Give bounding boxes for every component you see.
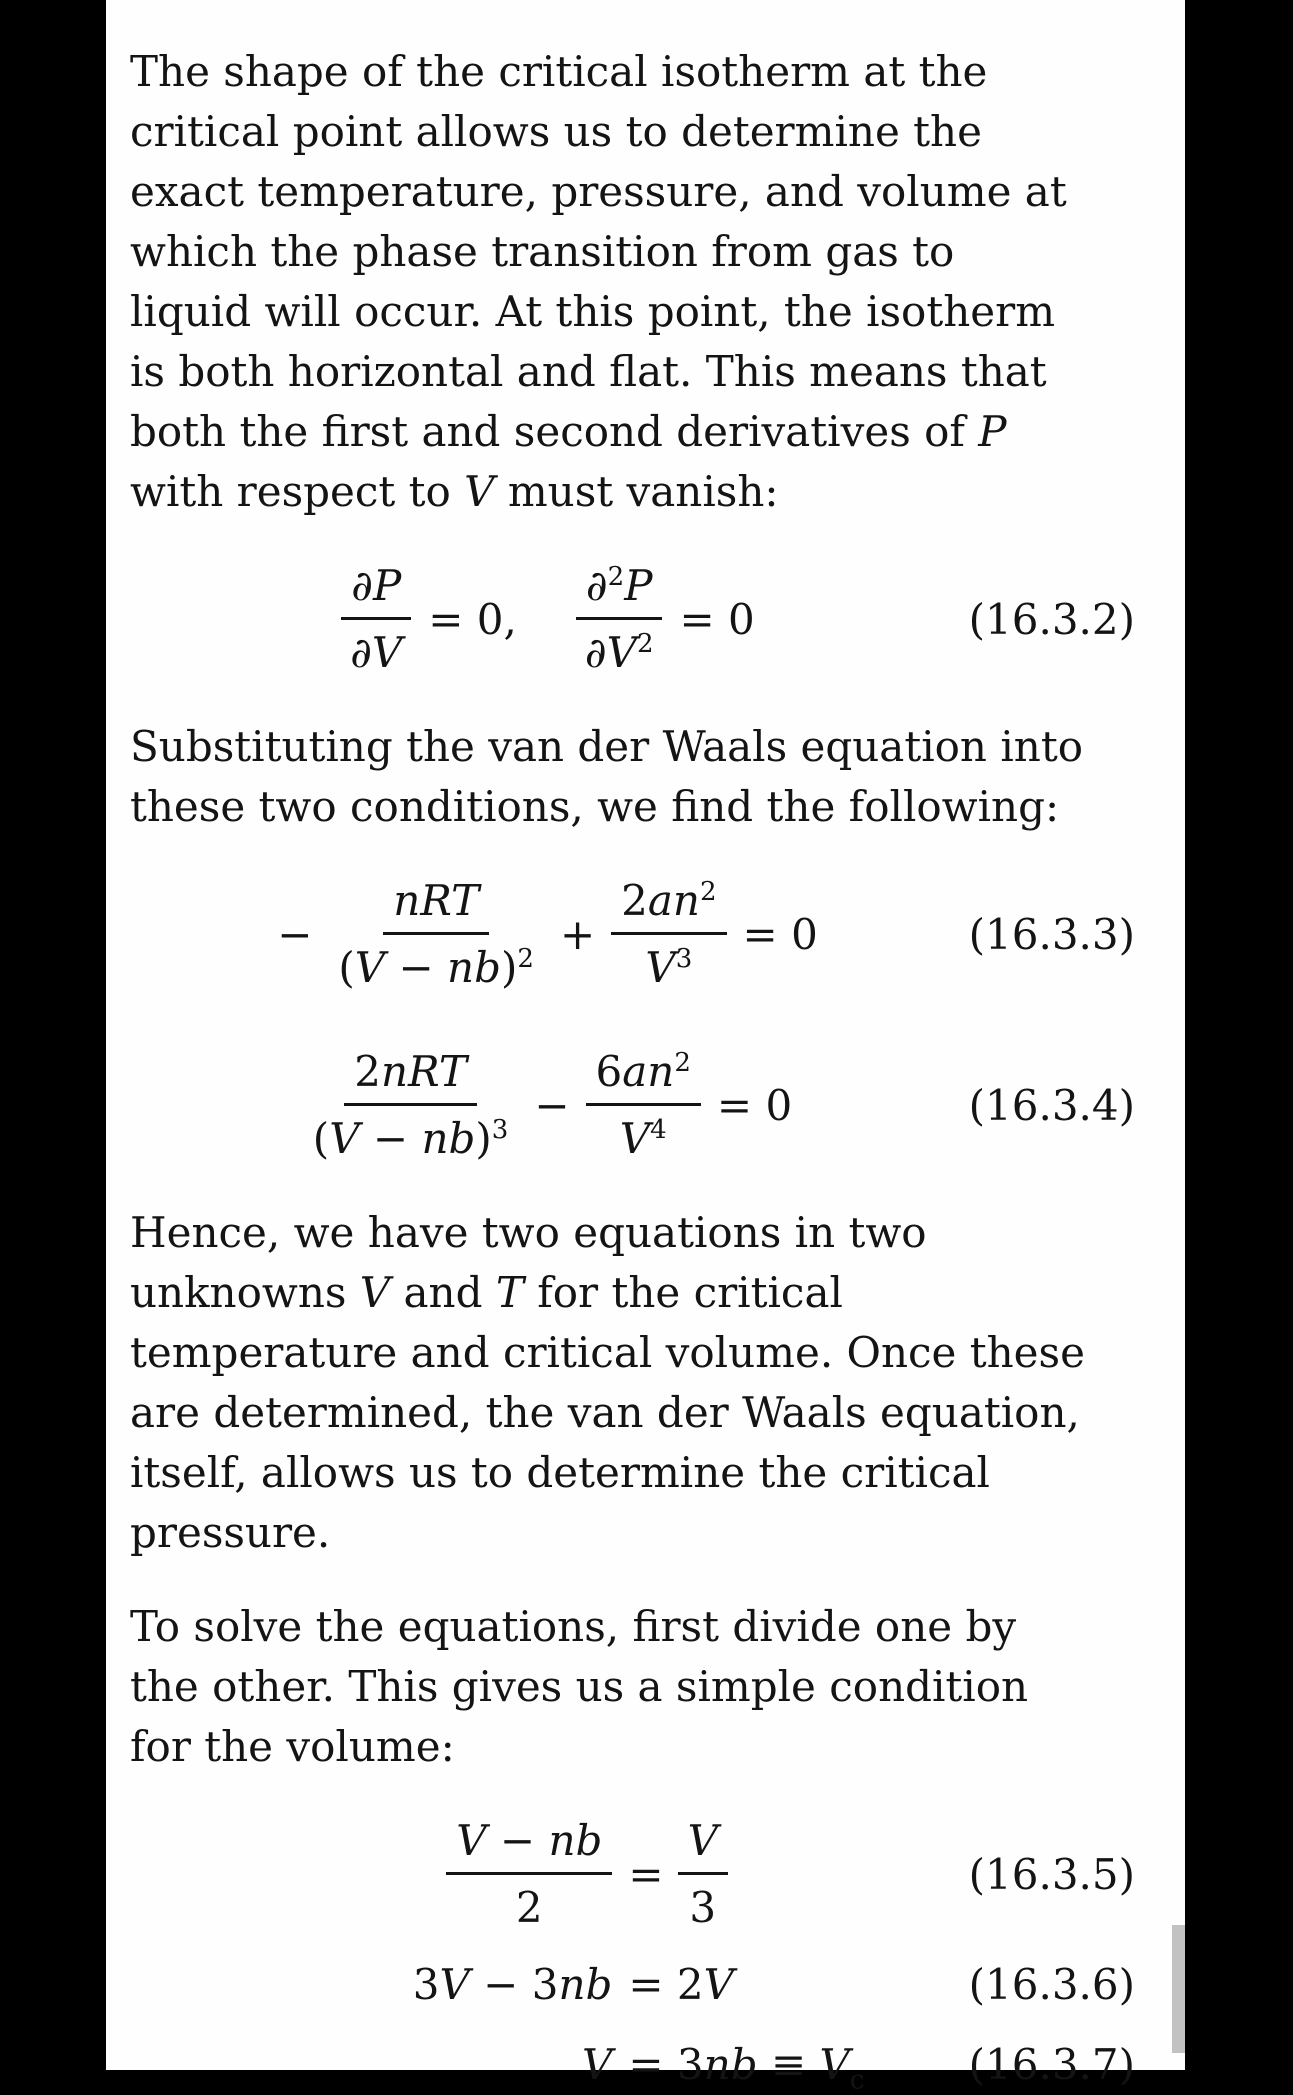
fraction: $\frac{\text{2nRT}}{(V - nb)^3}$ [312,1047,509,1163]
math-text: 3V − 3nb [412,1960,613,2009]
text-line: exact temperature, pressure, and volume at [130,167,1067,216]
text-line: The shape of the critical isotherm at the [130,47,988,96]
fraction: $\frac{\partial^2P}{\partial V^2}$ [575,560,664,679]
math-text: + [559,909,596,959]
text-line: liquid will occur. At this point, the isotherm [130,287,1056,336]
text-line: which the phase transition from gas to [130,227,955,276]
text-line: pressure. [130,1508,331,1557]
math-text: = 0 [679,594,755,644]
paragraph [130,42,1135,522]
text-line: with respect to V must vanish: [130,467,779,516]
equation-block [130,875,1135,1165]
text-line: To solve the equations, first divide one by [130,1602,1017,1651]
equation-row [130,1815,1135,1934]
equation-number: (16.3.3) [968,909,1135,959]
math-text: − [277,909,313,959]
math-text: = 2V [628,1960,734,2009]
text-line: unknowns V and T for the critical [130,1268,843,1317]
equation-row [130,560,1135,679]
equation-block [130,1815,1135,2094]
equation-number: (16.3.5) [968,1849,1135,1899]
equation-row [130,2036,1135,2094]
text-line: the other. This gives us a simple condition [130,1662,1029,1711]
math-text: = [628,1849,664,1899]
text-line: are determined, the van der Waals equation, [130,1388,1080,1437]
paragraph [130,1597,1135,1777]
equation-number: (16.3.6) [968,1960,1135,2009]
math-text: = 0 [716,1080,793,1130]
math-text: = 0, [428,594,559,644]
text-line: these two conditions, we find the following: [130,782,1060,831]
text-line: Substituting the van der Waals equation into [130,722,1083,771]
fraction: $\frac{2an^2}{V^3}$ [611,875,726,994]
fraction: $\frac{\partial P}{\partial V}$ [340,560,412,679]
math-text: = $3nb \equiv V_c$ [628,2040,865,2095]
document-content [106,0,1185,2094]
text-line: is both horizontal and flat. This means that [130,347,1047,396]
text-line: itself, allows us to determine the critical [130,1448,990,1497]
math-text: = 0 [742,909,818,959]
fraction: $\frac{6an^2}{V^4}$ [586,1046,701,1165]
right-black-bar [1185,0,1293,2070]
text-line: temperature and critical volume. Once these [130,1328,1085,1377]
equation-number: (16.3.2) [968,594,1135,644]
text-line: critical point allows us to determine the [130,107,982,156]
reader-page [106,0,1185,2095]
equation-row [130,875,1135,994]
scrollbar-thumb[interactable] [1172,1925,1185,2053]
equation-number: (16.3.4) [968,1080,1135,1130]
math-text: − [534,1080,570,1130]
paragraph [130,1203,1135,1563]
equation-number: (16.3.7) [968,2040,1135,2089]
fraction: $\frac{V}{3}$ [678,1815,728,1934]
equation-row [130,1956,1135,2014]
equation-row [130,1046,1135,1165]
equation-block [130,560,1135,679]
text-line: for the volume: [130,1722,455,1771]
math-text: V [582,2040,613,2089]
fraction: $\frac{\text{nRT}}{(V - nb)^2}$ [338,876,534,992]
left-black-bar [0,0,106,2070]
text-line: Hence, we have two equations in two [130,1208,927,1257]
text-line: both the first and second derivatives of P [130,407,1007,456]
paragraph [130,717,1135,837]
fraction: $\frac{V - nb}{2}$ [446,1815,612,1934]
